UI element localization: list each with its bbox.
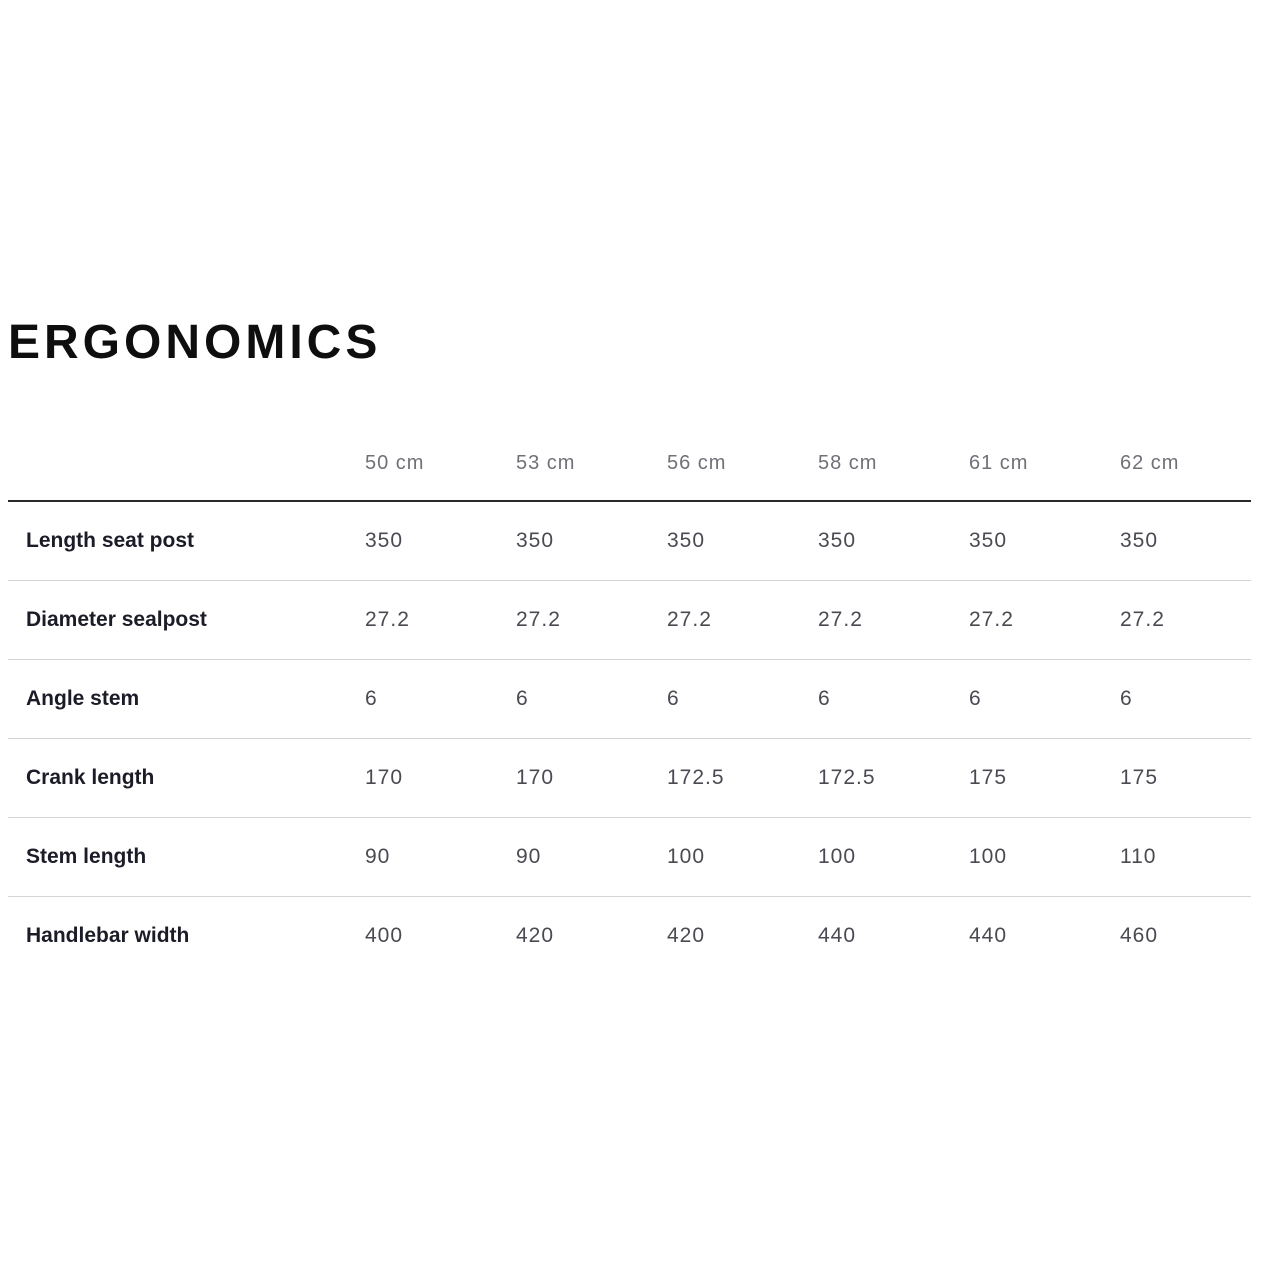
- table-row: [8, 660, 1251, 739]
- table-cell: 350: [818, 529, 857, 552]
- table-cell: 6: [365, 687, 378, 710]
- size-header: 50 cm: [365, 451, 425, 474]
- table-row: [8, 739, 1251, 818]
- table-header-row: [8, 426, 1251, 502]
- table-cell: 6: [1120, 687, 1133, 710]
- table-cell: 170: [365, 766, 404, 789]
- row-label: Crank length: [26, 766, 155, 789]
- table-cell: 90: [516, 845, 542, 868]
- table-cell: 100: [818, 845, 857, 868]
- table-cell: 440: [969, 924, 1008, 947]
- table-cell: 100: [969, 845, 1008, 868]
- table-cell: 420: [667, 924, 706, 947]
- table-cell: 172.5: [818, 766, 876, 789]
- row-label: Stem length: [26, 845, 147, 868]
- table-cell: 27.2: [365, 608, 410, 631]
- table-cell: 27.2: [516, 608, 561, 631]
- table-cell: 350: [1120, 529, 1159, 552]
- table-cell: 110: [1120, 845, 1157, 868]
- table-cell: 6: [516, 687, 529, 710]
- table-cell: 27.2: [818, 608, 863, 631]
- table-row: [8, 581, 1251, 660]
- table-cell: 27.2: [969, 608, 1014, 631]
- table-cell: 175: [969, 766, 1008, 789]
- table-cell: 6: [818, 687, 831, 710]
- table-cell: 90: [365, 845, 391, 868]
- table-cell: 100: [667, 845, 706, 868]
- row-label: Diameter sealpost: [26, 608, 207, 631]
- size-header: 62 cm: [1120, 451, 1180, 474]
- row-label: Handlebar width: [26, 924, 190, 947]
- size-header: 56 cm: [667, 451, 727, 474]
- table-cell: 350: [365, 529, 404, 552]
- row-label: Angle stem: [26, 687, 140, 710]
- size-header: 61 cm: [969, 451, 1029, 474]
- table-cell: 27.2: [1120, 608, 1165, 631]
- page-title: ERGONOMICS: [8, 316, 382, 369]
- table-cell: 350: [516, 529, 555, 552]
- table-cell: 170: [516, 766, 555, 789]
- table-row: [8, 897, 1251, 975]
- size-header: 53 cm: [516, 451, 576, 474]
- ergonomics-table: [8, 426, 1251, 975]
- table-cell: 27.2: [667, 608, 712, 631]
- table-cell: 350: [667, 529, 706, 552]
- size-header: 58 cm: [818, 451, 878, 474]
- table-cell: 175: [1120, 766, 1159, 789]
- table-cell: 6: [969, 687, 982, 710]
- table-cell: 460: [1120, 924, 1159, 947]
- table-cell: 420: [516, 924, 555, 947]
- table-cell: 350: [969, 529, 1008, 552]
- table-cell: 172.5: [667, 766, 725, 789]
- table-cell: 400: [365, 924, 404, 947]
- table-row: [8, 502, 1251, 581]
- table-cell: 440: [818, 924, 857, 947]
- row-label: Length seat post: [26, 529, 195, 552]
- table-row: [8, 818, 1251, 897]
- table-cell: 6: [667, 687, 680, 710]
